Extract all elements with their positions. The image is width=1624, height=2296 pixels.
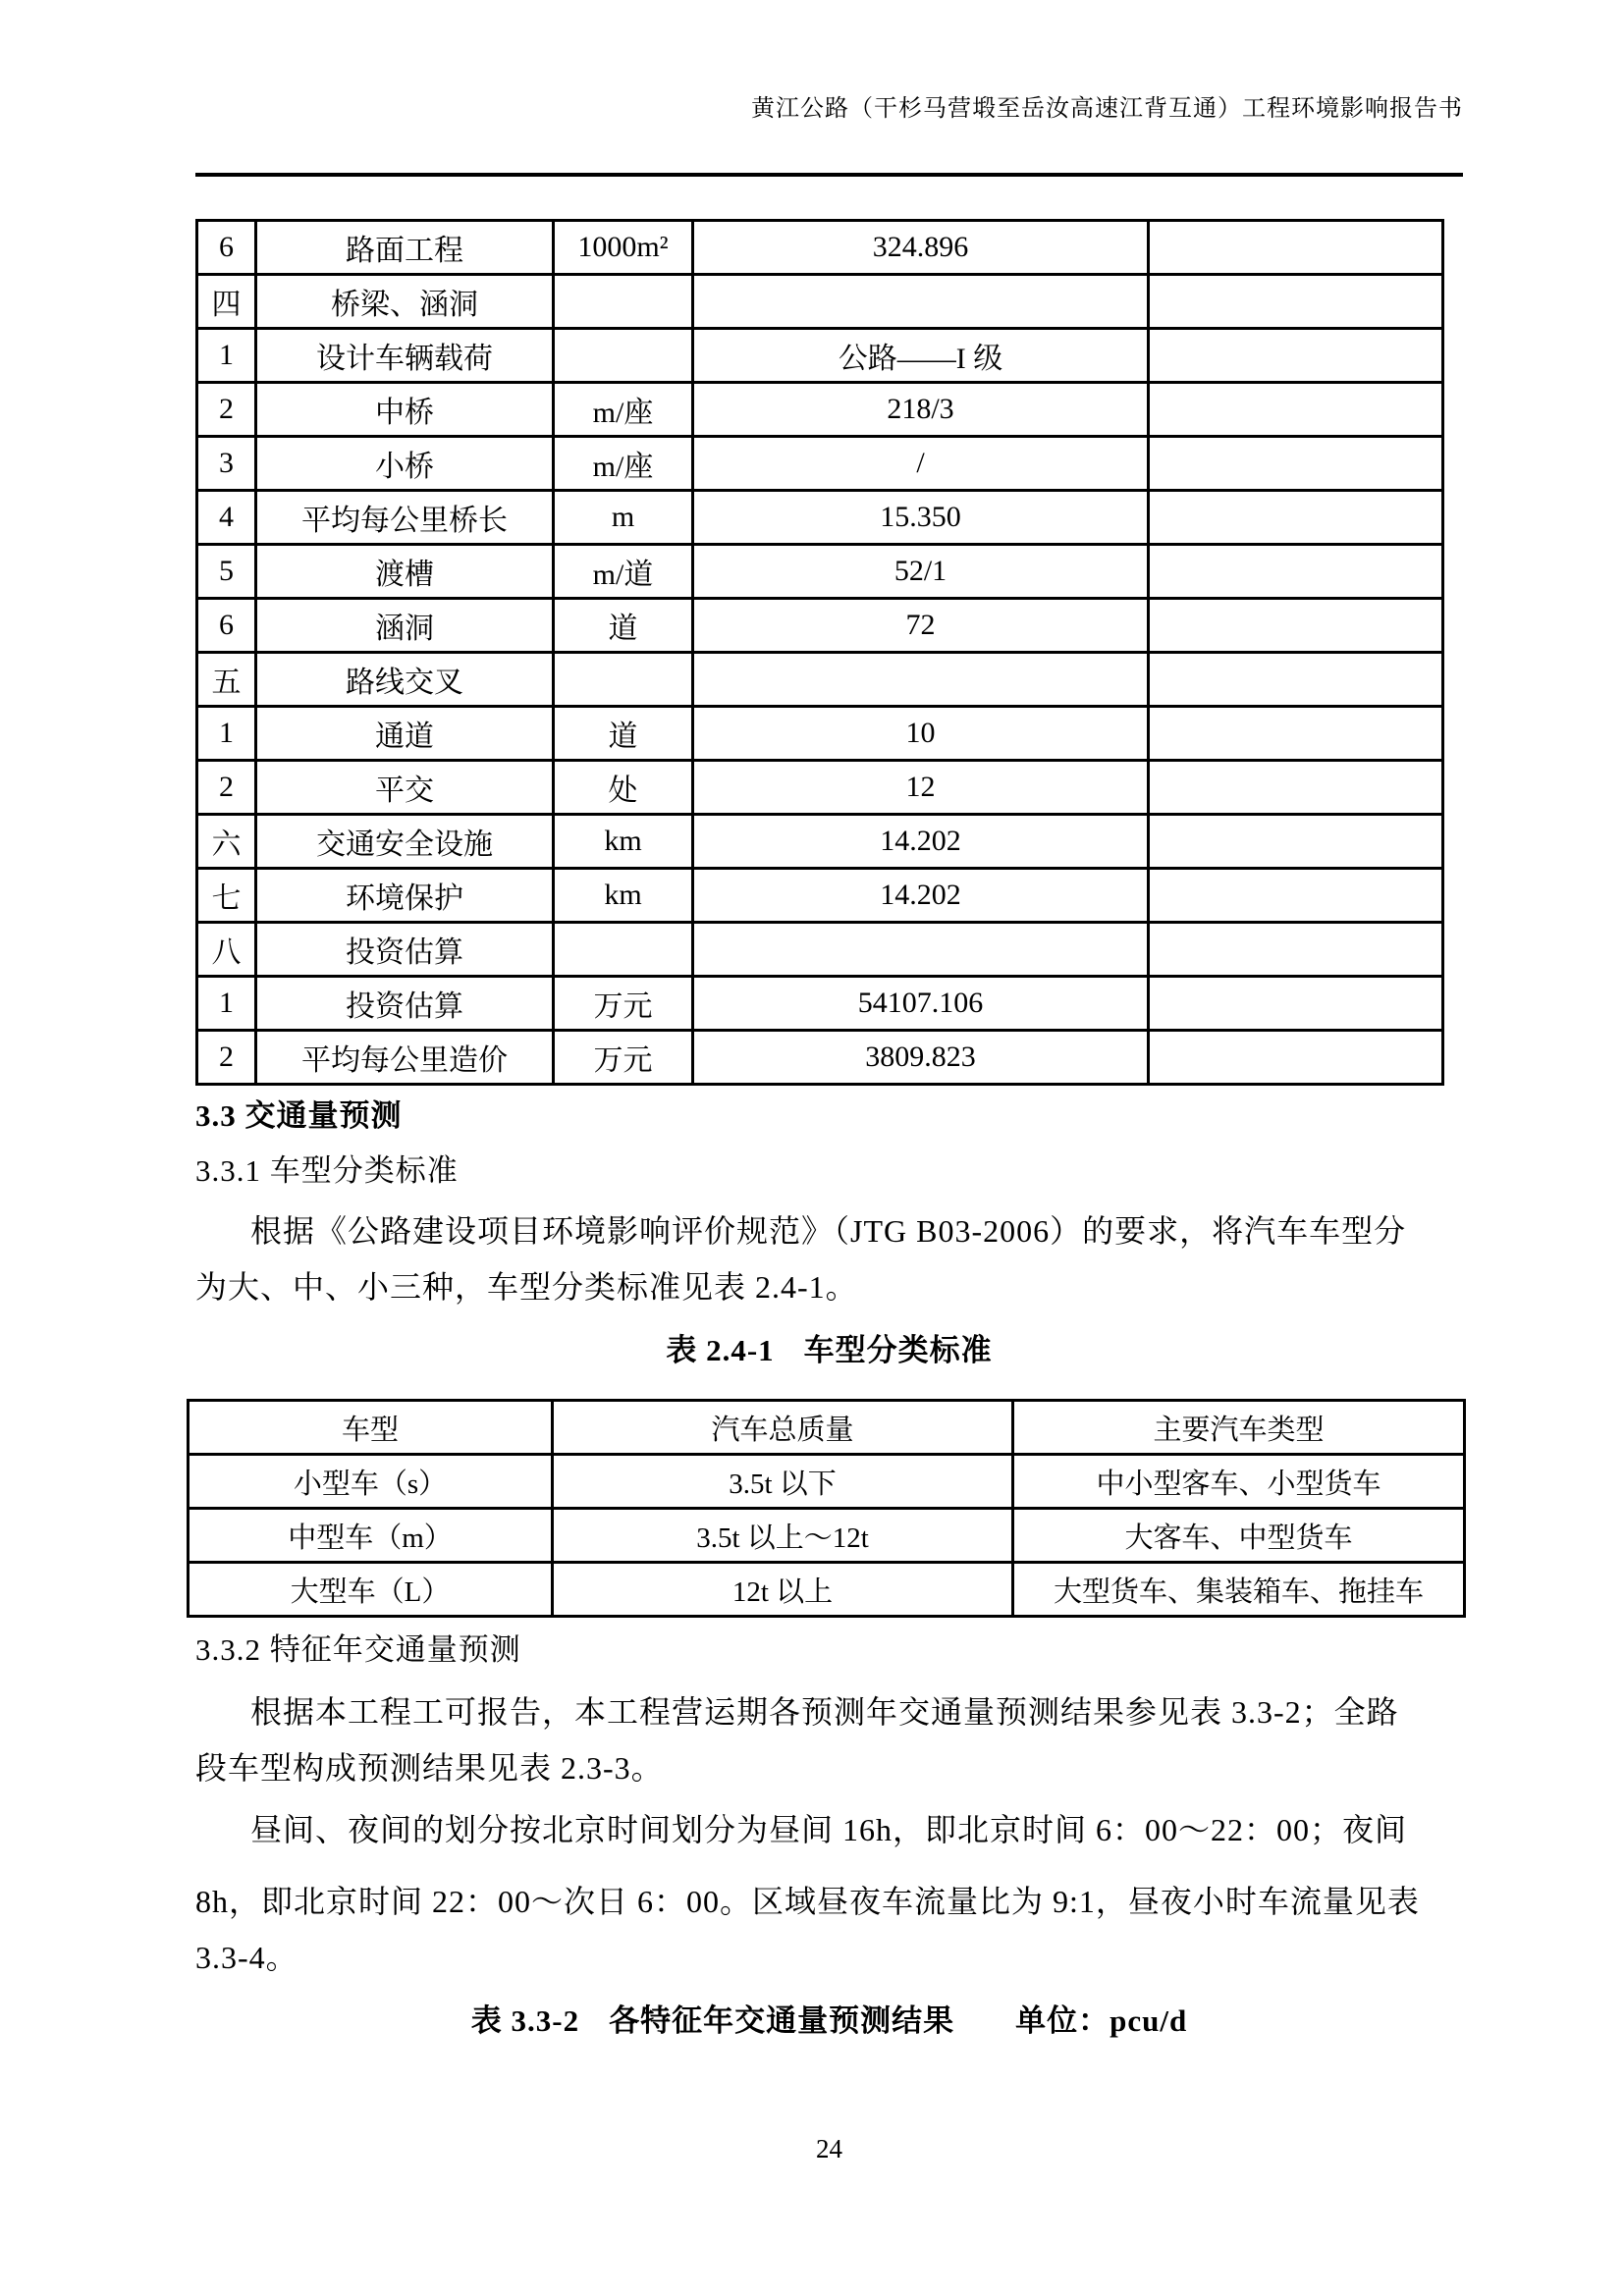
table-row — [197, 1031, 1443, 1085]
unit-cell: m/座 — [554, 383, 693, 437]
value-cell: 218/3 — [693, 383, 1149, 437]
table-2-4-1-caption — [195, 1327, 1463, 1374]
unit-cell — [554, 275, 693, 329]
paragraph-line: 段车型构成预测结果见表 2.3-3。 — [195, 1750, 664, 1786]
remark-cell — [1149, 869, 1443, 923]
item-cell: 设计车辆载荷 — [256, 329, 554, 383]
paragraph-line: 8h，即北京时间 22：00～次日 6：00。区域昼夜车流量比为 9:1，昼夜小时车流量见表 — [195, 1884, 1420, 1919]
table-row — [197, 437, 1443, 491]
page-header-title: 黄江公路（干杉马营塅至岳汝高速江背互通）工程环境影响报告书 — [751, 96, 1463, 122]
table-row — [197, 491, 1443, 545]
vehicle-type-cell: 中型车（m） — [189, 1509, 553, 1563]
remark-cell — [1149, 977, 1443, 1031]
remark-cell — [1149, 329, 1443, 383]
table-header-row — [189, 1401, 1465, 1455]
unit-cell: 道 — [554, 707, 693, 761]
table-row — [197, 545, 1443, 599]
item-cell: 平交 — [256, 761, 554, 815]
gross-mass-cell: 12t 以上 — [553, 1563, 1013, 1617]
gross-mass-cell: 3.5t 以上～12t — [553, 1509, 1013, 1563]
item-cell: 小桥 — [256, 437, 554, 491]
table-3-3-2-caption — [195, 1998, 1463, 2045]
table-row — [197, 329, 1443, 383]
remark-cell — [1149, 545, 1443, 599]
unit-cell — [554, 923, 693, 977]
vehicle-type-cell: 大型车（L） — [189, 1563, 553, 1617]
value-cell: 3809.823 — [693, 1031, 1149, 1085]
main-types-cell: 中小型客车、小型货车 — [1013, 1455, 1465, 1509]
row-no-cell: 6 — [197, 221, 256, 275]
item-cell: 交通安全设施 — [256, 815, 554, 869]
item-cell: 路面工程 — [256, 221, 554, 275]
row-no-cell: 2 — [197, 1031, 256, 1085]
column-header: 汽车总质量 — [553, 1401, 1013, 1455]
paragraph-line: 根据本工程工可报告，本工程营运期各预测年交通量预测结果参见表 3.3-2；全路 — [250, 1694, 1399, 1730]
table-row — [197, 599, 1443, 653]
item-cell: 渡槽 — [256, 545, 554, 599]
value-cell: 14.202 — [693, 869, 1149, 923]
paragraph-line: 3.3-4。 — [195, 1940, 298, 1975]
remark-cell — [1149, 1031, 1443, 1085]
row-no-cell: 五 — [197, 653, 256, 707]
caption-title: 车型分类标准 — [803, 1333, 993, 1367]
main-types-cell: 大客车、中型货车 — [1013, 1509, 1465, 1563]
unit-cell: 处 — [554, 761, 693, 815]
table-row — [197, 221, 1443, 275]
table-row — [189, 1563, 1465, 1617]
value-cell: 公路——I 级 — [693, 329, 1149, 383]
remark-cell — [1149, 815, 1443, 869]
item-cell: 投资估算 — [256, 977, 554, 1031]
table-row — [197, 275, 1443, 329]
remark-cell — [1149, 599, 1443, 653]
row-no-cell: 1 — [197, 977, 256, 1031]
table-row — [197, 977, 1443, 1031]
row-no-cell: 3 — [197, 437, 256, 491]
unit-cell: km — [554, 869, 693, 923]
main-types-cell: 大型货车、集装箱车、拖挂车 — [1013, 1563, 1465, 1617]
unit-cell: 万元 — [554, 1031, 693, 1085]
value-cell: 72 — [693, 599, 1149, 653]
remark-cell — [1149, 491, 1443, 545]
value-cell: 14.202 — [693, 815, 1149, 869]
row-no-cell: 四 — [197, 275, 256, 329]
table-row — [197, 383, 1443, 437]
remark-cell — [1149, 221, 1443, 275]
item-cell: 平均每公里桥长 — [256, 491, 554, 545]
remark-cell — [1149, 707, 1443, 761]
table-row — [197, 869, 1443, 923]
vehicle-type-cell: 小型车（s） — [189, 1455, 553, 1509]
remark-cell — [1149, 275, 1443, 329]
section-heading-3-3: 3.3 交通量预测 — [195, 1098, 403, 1133]
value-cell: / — [693, 437, 1149, 491]
row-no-cell: 八 — [197, 923, 256, 977]
paragraph-line: 昼间、夜间的划分按北京时间划分为昼间 16h，即北京时间 6：00～22：00；夜间 — [250, 1812, 1408, 1847]
column-header: 主要汽车类型 — [1013, 1401, 1465, 1455]
value-cell: 15.350 — [693, 491, 1149, 545]
caption-unit: 单位：pcu/d — [1015, 2003, 1188, 2038]
unit-cell: 万元 — [554, 977, 693, 1031]
value-cell: 10 — [693, 707, 1149, 761]
table-row — [197, 707, 1443, 761]
table-row — [197, 761, 1443, 815]
table-row — [197, 653, 1443, 707]
unit-cell: km — [554, 815, 693, 869]
remark-cell — [1149, 923, 1443, 977]
row-no-cell: 六 — [197, 815, 256, 869]
row-no-cell: 5 — [197, 545, 256, 599]
unit-cell — [554, 329, 693, 383]
unit-cell — [554, 653, 693, 707]
item-cell: 桥梁、涵洞 — [256, 275, 554, 329]
unit-cell: m — [554, 491, 693, 545]
unit-cell: 1000m² — [554, 221, 693, 275]
paragraph-line: 根据《公路建设项目环境影响评价规范》（JTG B03-2006）的要求，将汽车车型分 — [250, 1213, 1407, 1249]
value-cell — [693, 275, 1149, 329]
unit-cell: 道 — [554, 599, 693, 653]
item-cell: 通道 — [256, 707, 554, 761]
row-no-cell: 1 — [197, 707, 256, 761]
caption-label: 表 2.4-1 — [666, 1333, 775, 1367]
table-row — [197, 923, 1443, 977]
unit-cell: m/座 — [554, 437, 693, 491]
caption-label: 表 3.3-2 — [470, 2003, 580, 2038]
page-number: 24 — [816, 2134, 842, 2163]
value-cell — [693, 923, 1149, 977]
row-no-cell: 1 — [197, 329, 256, 383]
remark-cell — [1149, 653, 1443, 707]
item-cell: 环境保护 — [256, 869, 554, 923]
value-cell: 52/1 — [693, 545, 1149, 599]
table-row — [189, 1509, 1465, 1563]
remark-cell — [1149, 437, 1443, 491]
value-cell: 324.896 — [693, 221, 1149, 275]
section-heading-3-3-1: 3.3.1 车型分类标准 — [195, 1153, 459, 1188]
table-row — [189, 1455, 1465, 1509]
section-heading-3-3-2: 3.3.2 特征年交通量预测 — [195, 1632, 521, 1667]
item-cell: 平均每公里造价 — [256, 1031, 554, 1085]
table-row — [197, 815, 1443, 869]
row-no-cell: 6 — [197, 599, 256, 653]
remark-cell — [1149, 383, 1443, 437]
caption-title: 各特征年交通量预测结果 — [609, 2003, 955, 2038]
row-no-cell: 4 — [197, 491, 256, 545]
paragraph-line: 为大、中、小三种，车型分类标准见表 2.4-1。 — [195, 1269, 858, 1305]
column-header: 车型 — [189, 1401, 553, 1455]
row-no-cell: 2 — [197, 383, 256, 437]
value-cell: 54107.106 — [693, 977, 1149, 1031]
item-cell: 路线交叉 — [256, 653, 554, 707]
item-cell: 投资估算 — [256, 923, 554, 977]
gross-mass-cell: 3.5t 以下 — [553, 1455, 1013, 1509]
row-no-cell: 2 — [197, 761, 256, 815]
vehicle-class-table — [187, 1399, 1466, 1618]
item-cell: 涵洞 — [256, 599, 554, 653]
page-header — [195, 0, 1463, 177]
value-cell: 12 — [693, 761, 1149, 815]
item-cell: 中桥 — [256, 383, 554, 437]
unit-cell: m/道 — [554, 545, 693, 599]
row-no-cell: 七 — [197, 869, 256, 923]
value-cell — [693, 653, 1149, 707]
remark-cell — [1149, 761, 1443, 815]
spec-table — [195, 219, 1444, 1086]
